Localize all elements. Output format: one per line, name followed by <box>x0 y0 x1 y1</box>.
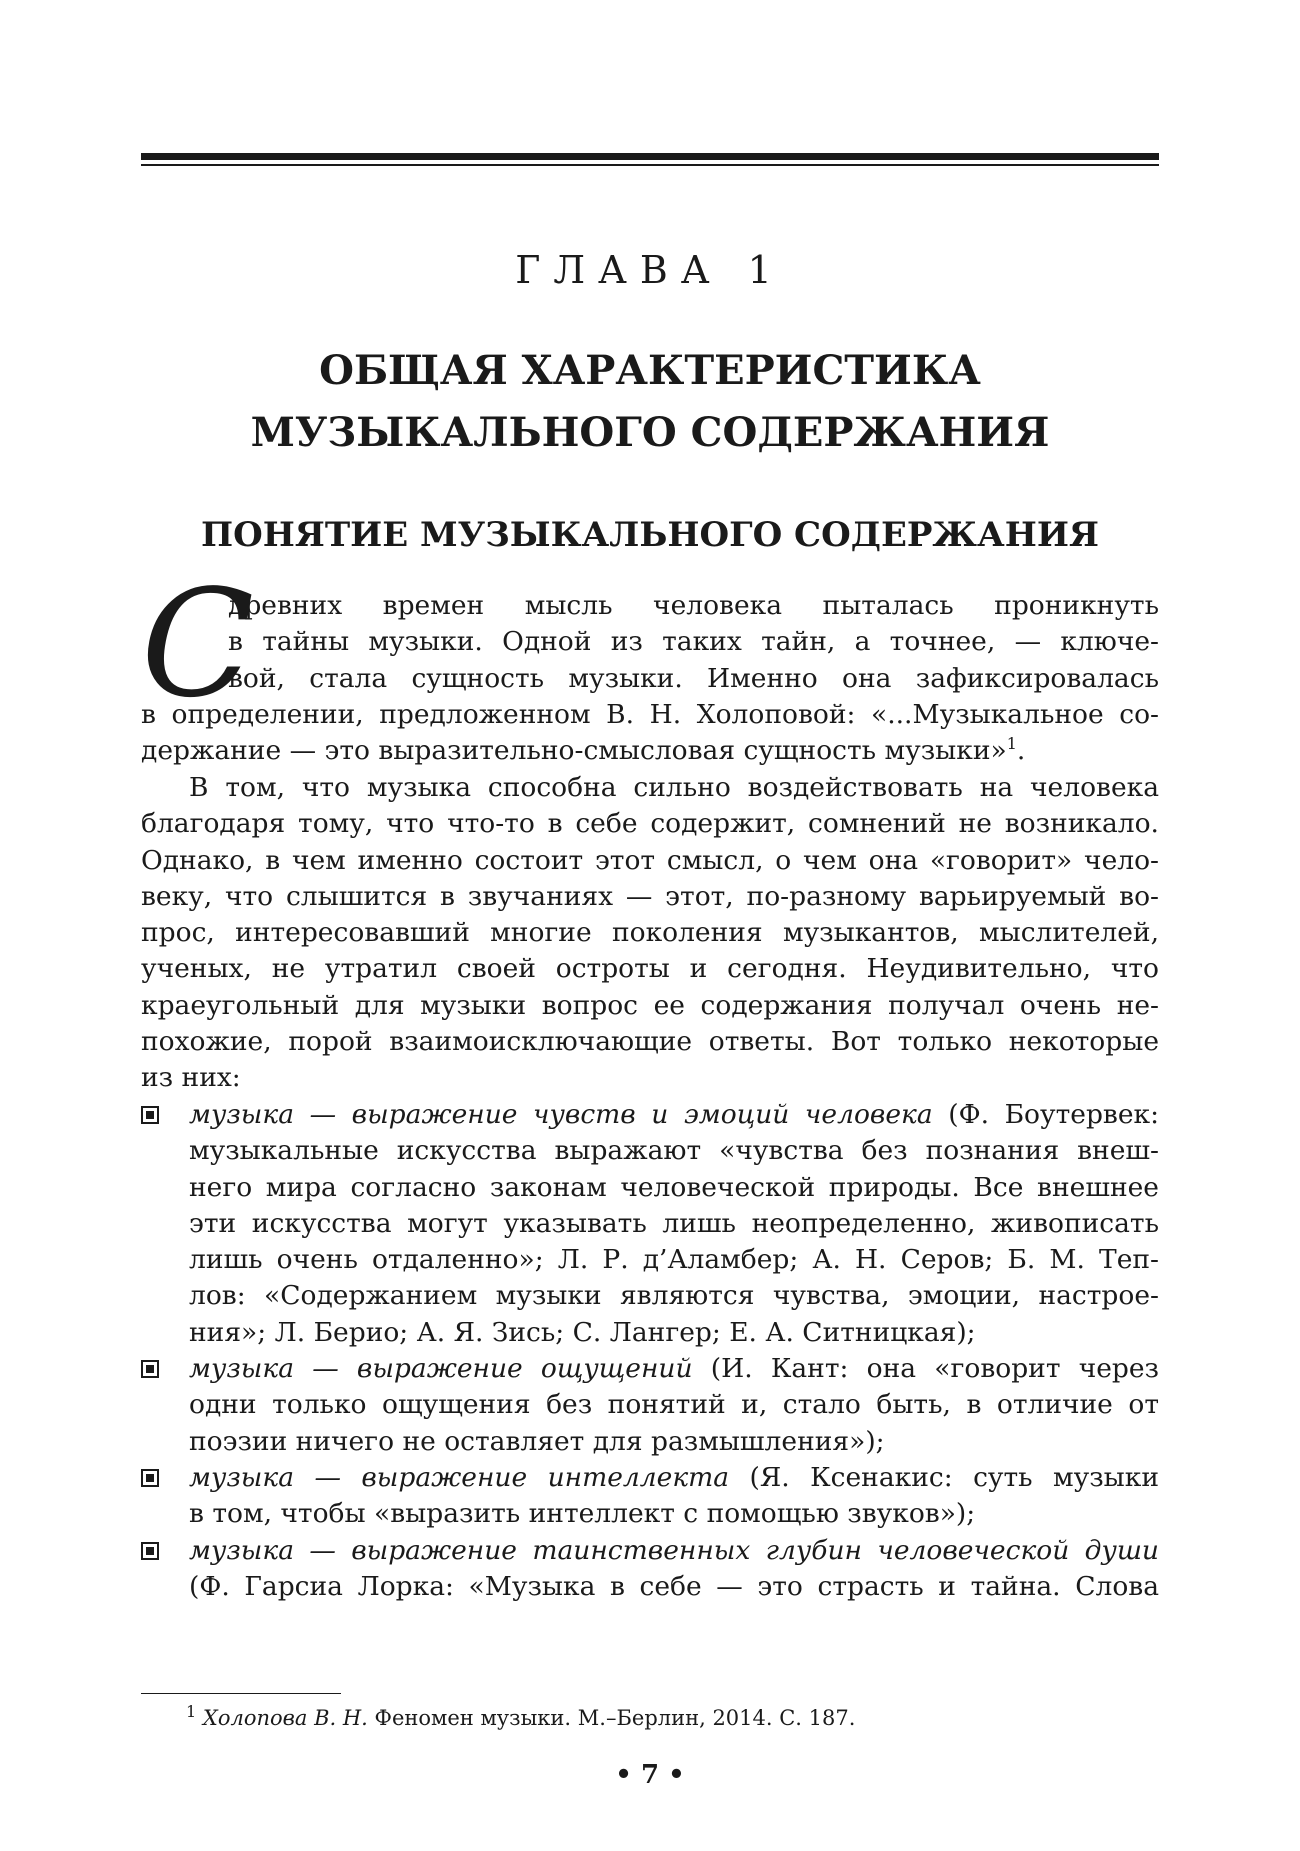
text-line: похожие, порой взаимоисключающие ответы. Вот только некоторые <box>141 1026 1159 1058</box>
list-item <box>141 1533 1159 1606</box>
chapter-title-line: ОБЩАЯ ХАРАКТЕРИСТИКА <box>319 347 981 394</box>
text-line: ученых, не утратил своей остроты и сегодня. Неудивительно, что <box>141 953 1159 985</box>
square-bullet-icon <box>141 1469 159 1487</box>
emphasis-text: музыка — выражение чувств и эмоций человека <box>189 1099 933 1130</box>
text-line: лов: «Содержанием музыки являются чувства, эмоции, настрое- <box>189 1280 1159 1312</box>
text-span: (Я. Ксенакис: суть музыки <box>729 1461 1159 1493</box>
text-line: музыкальные искусства выражают «чувства без познания внеш- <box>189 1135 1159 1167</box>
text-line: (Ф. Гарсиа Лорка: «Музыка в себе — это страсть и тайна. Слова <box>189 1570 1159 1602</box>
text-line: в том, чтобы «выразить интеллект с помощью звуков»); <box>189 1498 976 1530</box>
footnote <box>186 1703 855 1733</box>
emphasis-text: музыка — выражение таинственных глубин человеческой души <box>189 1534 1159 1566</box>
text-line: одни только ощущения без понятий и, стало быть, в отличие от <box>189 1389 1159 1421</box>
footnote-text: Феномен музыки. М.–Берлин, 2014. С. 187. <box>367 1706 856 1730</box>
square-bullet-icon <box>141 1106 159 1124</box>
text-line: Однако, в чем именно состоит этот смысл, о чем она «говорит» чело- <box>141 844 1159 876</box>
text-line: ния»; Л. Берио; А. Я. Зись; С. Лангер; Е. А. Ситницкая); <box>189 1316 976 1348</box>
text-line: благодаря тому, что что-то в себе содержит, сомнений не возникало. <box>141 808 1159 840</box>
paragraph-2 <box>141 770 1159 1097</box>
header-rule-thick <box>141 153 1159 160</box>
text-line: в тайны музыки. Одной из таких тайн, а точнее, — ключе- <box>228 626 1159 658</box>
text-line <box>141 733 1159 769</box>
text-line <box>189 1533 1159 1569</box>
drop-cap: С <box>141 558 255 730</box>
text-span: держание — это выразительно-смысловая сущность музыки» <box>141 735 1007 767</box>
chapter-title-line: МУЗЫКАЛЬНОГО СОДЕРЖАНИЯ <box>250 409 1050 456</box>
text-line <box>189 1460 1159 1496</box>
text-line: лишь очень отдаленно»; Л. Р. д’Аламбер; А. Н. Серов; Б. М. Теп- <box>189 1244 1159 1276</box>
bullet-list <box>141 1097 1159 1605</box>
emphasis-text: музыка — выражение интеллекта <box>189 1461 730 1493</box>
footnote-ref: 1 <box>1006 734 1017 754</box>
text-line: древних времен мысль человека пыталась проникнуть <box>228 590 1159 621</box>
text-line: веку, что слышится в звучаниях — этот, по-разному варьируемый во- <box>141 880 1159 912</box>
text-line: В том, что музыка способна сильно воздействовать на человека <box>189 772 1159 803</box>
page-number: • 7 • <box>615 1760 685 1790</box>
text-line: поэзии ничего не оставляет для размышления»); <box>189 1425 885 1457</box>
text-span: (Ф. Боутервек: <box>932 1099 1159 1130</box>
text-line: вой, стала сущность музыки. Именно она зафиксировалась <box>228 662 1159 694</box>
text-line: прос, интересовавший многие поколения музыкантов, мыслителей, <box>141 917 1159 949</box>
paragraph-1 <box>141 588 1159 769</box>
square-bullet-icon <box>141 1542 159 1560</box>
list-item <box>141 1460 1159 1533</box>
chapter-title <box>0 340 1300 464</box>
emphasis-text: музыка — выражение ощущений <box>189 1353 693 1385</box>
footnote-author: Холопова В. Н. <box>202 1706 368 1730</box>
text-span: . <box>1016 735 1026 767</box>
list-item <box>141 1351 1159 1460</box>
text-line: краеугольный для музыки вопрос ее содержания получал очень не- <box>141 989 1159 1021</box>
text-line: из них: <box>141 1062 241 1094</box>
text-line <box>189 1097 1159 1133</box>
header-rule-thin <box>141 164 1159 166</box>
text-line <box>189 1351 1159 1387</box>
list-item <box>141 1097 1159 1351</box>
text-span: (И. Кант: она «говорит через <box>692 1353 1159 1385</box>
footnote-rule <box>141 1693 341 1694</box>
chapter-heading: ГЛАВА 1 <box>515 248 785 292</box>
text-line: него мира согласно законам человеческой природы. Все внешнее <box>189 1171 1159 1203</box>
section-heading: ПОНЯТИЕ МУЗЫКАЛЬНОГО СОДЕРЖАНИЯ <box>201 515 1099 555</box>
text-line: в определении, предложенном В. Н. Холоповой: «...Музыкальное со- <box>141 698 1159 730</box>
text-line: эти искусства могут указывать лишь неопределенно, живописать <box>189 1207 1159 1239</box>
footnote-number: 1 <box>186 1702 197 1721</box>
square-bullet-icon <box>141 1360 159 1378</box>
